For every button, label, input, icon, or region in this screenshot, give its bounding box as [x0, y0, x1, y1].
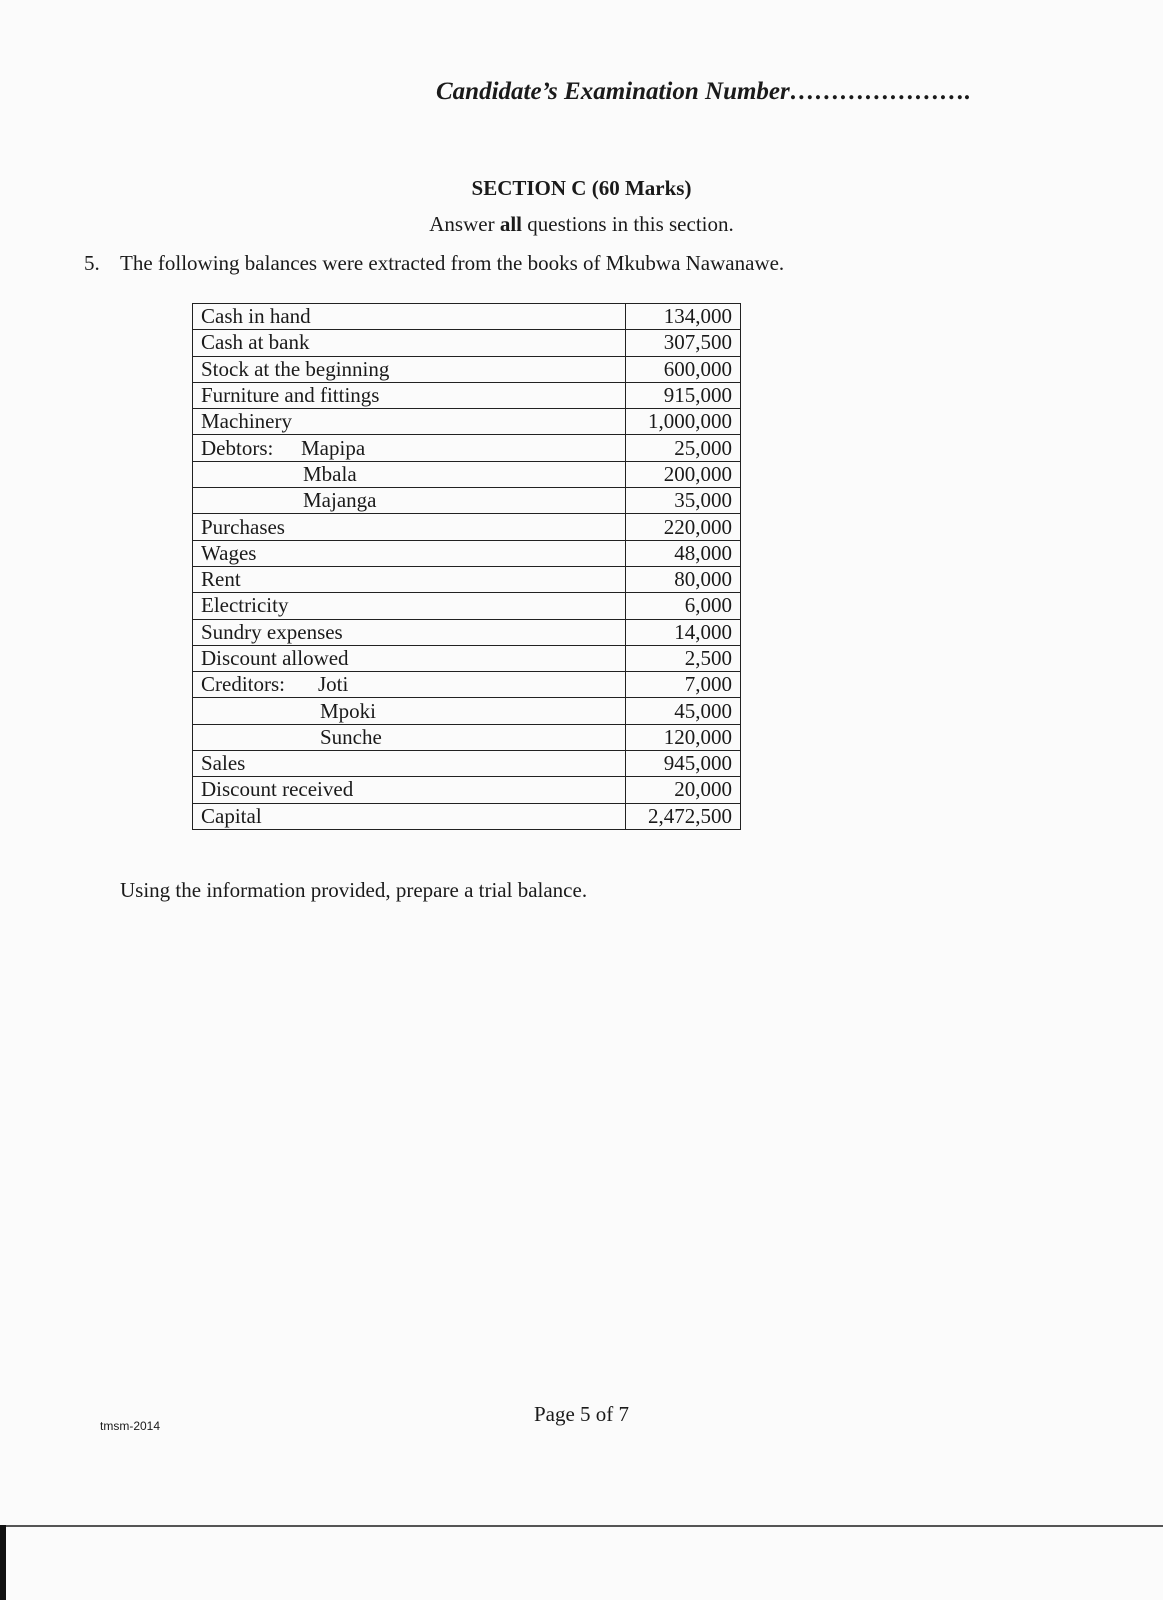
account-amount: 20,000	[626, 777, 741, 803]
account-name: Discount received	[193, 777, 626, 803]
question-text: The following balances were extracted from the books of Mkubwa Nawanawe.	[120, 251, 785, 275]
creditor-name: Sunche	[193, 724, 626, 750]
account-amount: 915,000	[626, 382, 741, 408]
account-name: Stock at the beginning	[193, 356, 626, 382]
account-amount: 120,000	[626, 724, 741, 750]
candidate-number-dots: ………………….	[789, 78, 972, 105]
table-row	[193, 724, 741, 750]
debtor-name: Majanga	[193, 488, 626, 514]
table-row	[193, 409, 741, 435]
account-amount: 35,000	[626, 488, 741, 514]
candidate-number-line	[436, 78, 971, 106]
account-name: Sales	[193, 751, 626, 777]
candidate-number-label: Candidate’s Examination Number	[436, 78, 790, 105]
section-instruction	[0, 212, 1163, 237]
account-amount: 14,000	[626, 619, 741, 645]
account-amount: 7,000	[626, 672, 741, 698]
account-name	[193, 435, 626, 461]
account-amount: 307,500	[626, 330, 741, 356]
table-row	[193, 514, 741, 540]
account-amount: 220,000	[626, 514, 741, 540]
table-row	[193, 803, 741, 829]
table-row	[193, 435, 741, 461]
account-amount: 1,000,000	[626, 409, 741, 435]
table-row	[193, 356, 741, 382]
table-row	[193, 593, 741, 619]
account-name: Furniture and fittings	[193, 382, 626, 408]
account-name: Purchases	[193, 514, 626, 540]
account-amount: 25,000	[626, 435, 741, 461]
table-row	[193, 330, 741, 356]
account-name: Wages	[193, 540, 626, 566]
account-name: Rent	[193, 566, 626, 592]
creditor-name: Joti	[318, 672, 349, 697]
table-row	[193, 619, 741, 645]
account-amount: 80,000	[626, 566, 741, 592]
account-amount: 600,000	[626, 356, 741, 382]
table-row	[193, 672, 741, 698]
footer-code: tmsm-2014	[100, 1419, 161, 1433]
page-edge-divider	[0, 1525, 1163, 1527]
creditors-label: Creditors:	[201, 672, 285, 697]
question-instruction: Using the information provided, prepare a trial balance.	[120, 878, 588, 902]
account-name: Discount allowed	[193, 645, 626, 671]
balances-table	[192, 303, 741, 830]
account-amount: 945,000	[626, 751, 741, 777]
account-amount: 200,000	[626, 461, 741, 487]
table-row	[193, 566, 741, 592]
question-5	[84, 251, 784, 276]
account-amount: 48,000	[626, 540, 741, 566]
debtor-name: Mapipa	[301, 435, 366, 460]
account-amount: 2,472,500	[626, 803, 741, 829]
creditor-name: Mpoki	[193, 698, 626, 724]
table-row	[193, 540, 741, 566]
account-name: Sundry expenses	[193, 619, 626, 645]
table-row	[193, 382, 741, 408]
table-row	[193, 461, 741, 487]
table-row	[193, 751, 741, 777]
section-instruction-start: Answer	[429, 212, 500, 236]
account-name: Electricity	[193, 593, 626, 619]
section-instruction-emphasis: all	[499, 212, 522, 236]
table-row	[193, 777, 741, 803]
debtors-label: Debtors:	[201, 435, 274, 460]
debtor-name: Mbala	[193, 461, 626, 487]
account-amount: 2,500	[626, 645, 741, 671]
account-name: Machinery	[193, 409, 626, 435]
account-amount: 6,000	[626, 593, 741, 619]
table-row	[193, 304, 741, 330]
table-row	[193, 488, 741, 514]
account-name: Cash at bank	[193, 330, 626, 356]
table-row	[193, 645, 741, 671]
table-row	[193, 698, 741, 724]
question-number: 5.	[84, 251, 100, 275]
page-number: Page 5 of 7	[533, 1402, 630, 1426]
section-title: SECTION C (60 Marks)	[471, 176, 692, 200]
section-instruction-end: questions in this section.	[522, 212, 734, 236]
account-amount: 45,000	[626, 698, 741, 724]
scan-edge-shadow	[0, 1525, 6, 1600]
account-name: Capital	[193, 803, 626, 829]
account-amount: 134,000	[626, 304, 741, 330]
account-name: Cash in hand	[193, 304, 626, 330]
account-name	[193, 672, 626, 698]
